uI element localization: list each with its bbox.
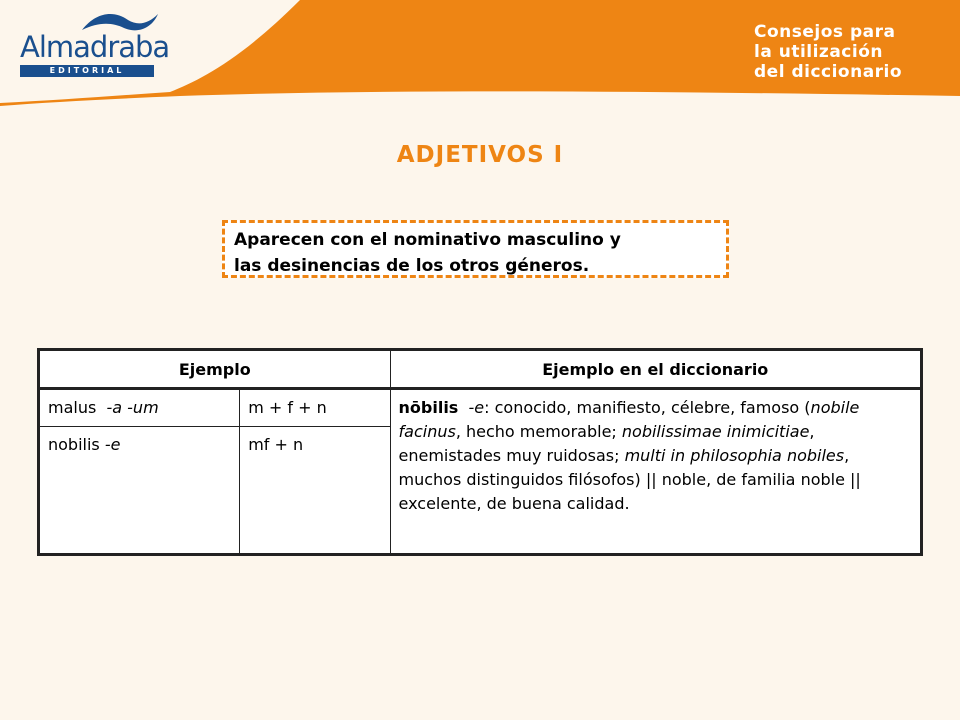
dictionary-table [37, 348, 923, 556]
entry-headword: nōbilis [398, 398, 459, 417]
word: nobilis [48, 435, 100, 454]
gender-cell: mf + n [240, 427, 390, 555]
header-example: Ejemplo [39, 350, 391, 389]
table-header-row [39, 350, 922, 389]
logo-subtitle: EDITORIAL [20, 65, 154, 77]
entry-text: , muchos distinguidos filósofos) || noble, de familia noble || excelente, de buena calidad. [398, 446, 861, 513]
word-cell [39, 389, 240, 427]
word: malus [48, 398, 97, 417]
entry-text: , hecho memorable; [455, 422, 622, 441]
header-note-line: Consejos para [754, 22, 896, 42]
word-cell [39, 427, 240, 555]
gender-cell: m + f + n [240, 389, 390, 427]
page-title: ADJETIVOS I [396, 142, 564, 168]
entry-ending: -e [468, 398, 485, 417]
header-dictionary-example: Ejemplo en el diccionario [390, 350, 921, 389]
word-endings: -a -um [106, 398, 159, 417]
entry-example: nobile facinus [398, 398, 860, 441]
callout-line: Aparecen con el nominativo masculino y [234, 230, 621, 250]
entry-text: : conocido, manifiesto, célebre, famoso ( [484, 398, 811, 417]
word-endings: -e [104, 435, 121, 454]
entry-example: nobilissimae inimicitiae [621, 422, 810, 441]
callout-box [222, 220, 729, 278]
callout-line: las desinencias de los otros géneros. [234, 256, 590, 276]
entry-text: , enemistades muy ruidosas; [398, 422, 815, 465]
entry-example: multi in philosophia nobiles [624, 446, 845, 465]
header-note-line: la utilización [754, 42, 883, 62]
header-note-line: del diccionario [754, 62, 903, 82]
table-row [39, 389, 922, 427]
header-note [754, 22, 954, 82]
dictionary-entry [390, 389, 921, 555]
logo-wordmark: Almadraba [20, 30, 170, 64]
publisher-logo [18, 8, 168, 80]
